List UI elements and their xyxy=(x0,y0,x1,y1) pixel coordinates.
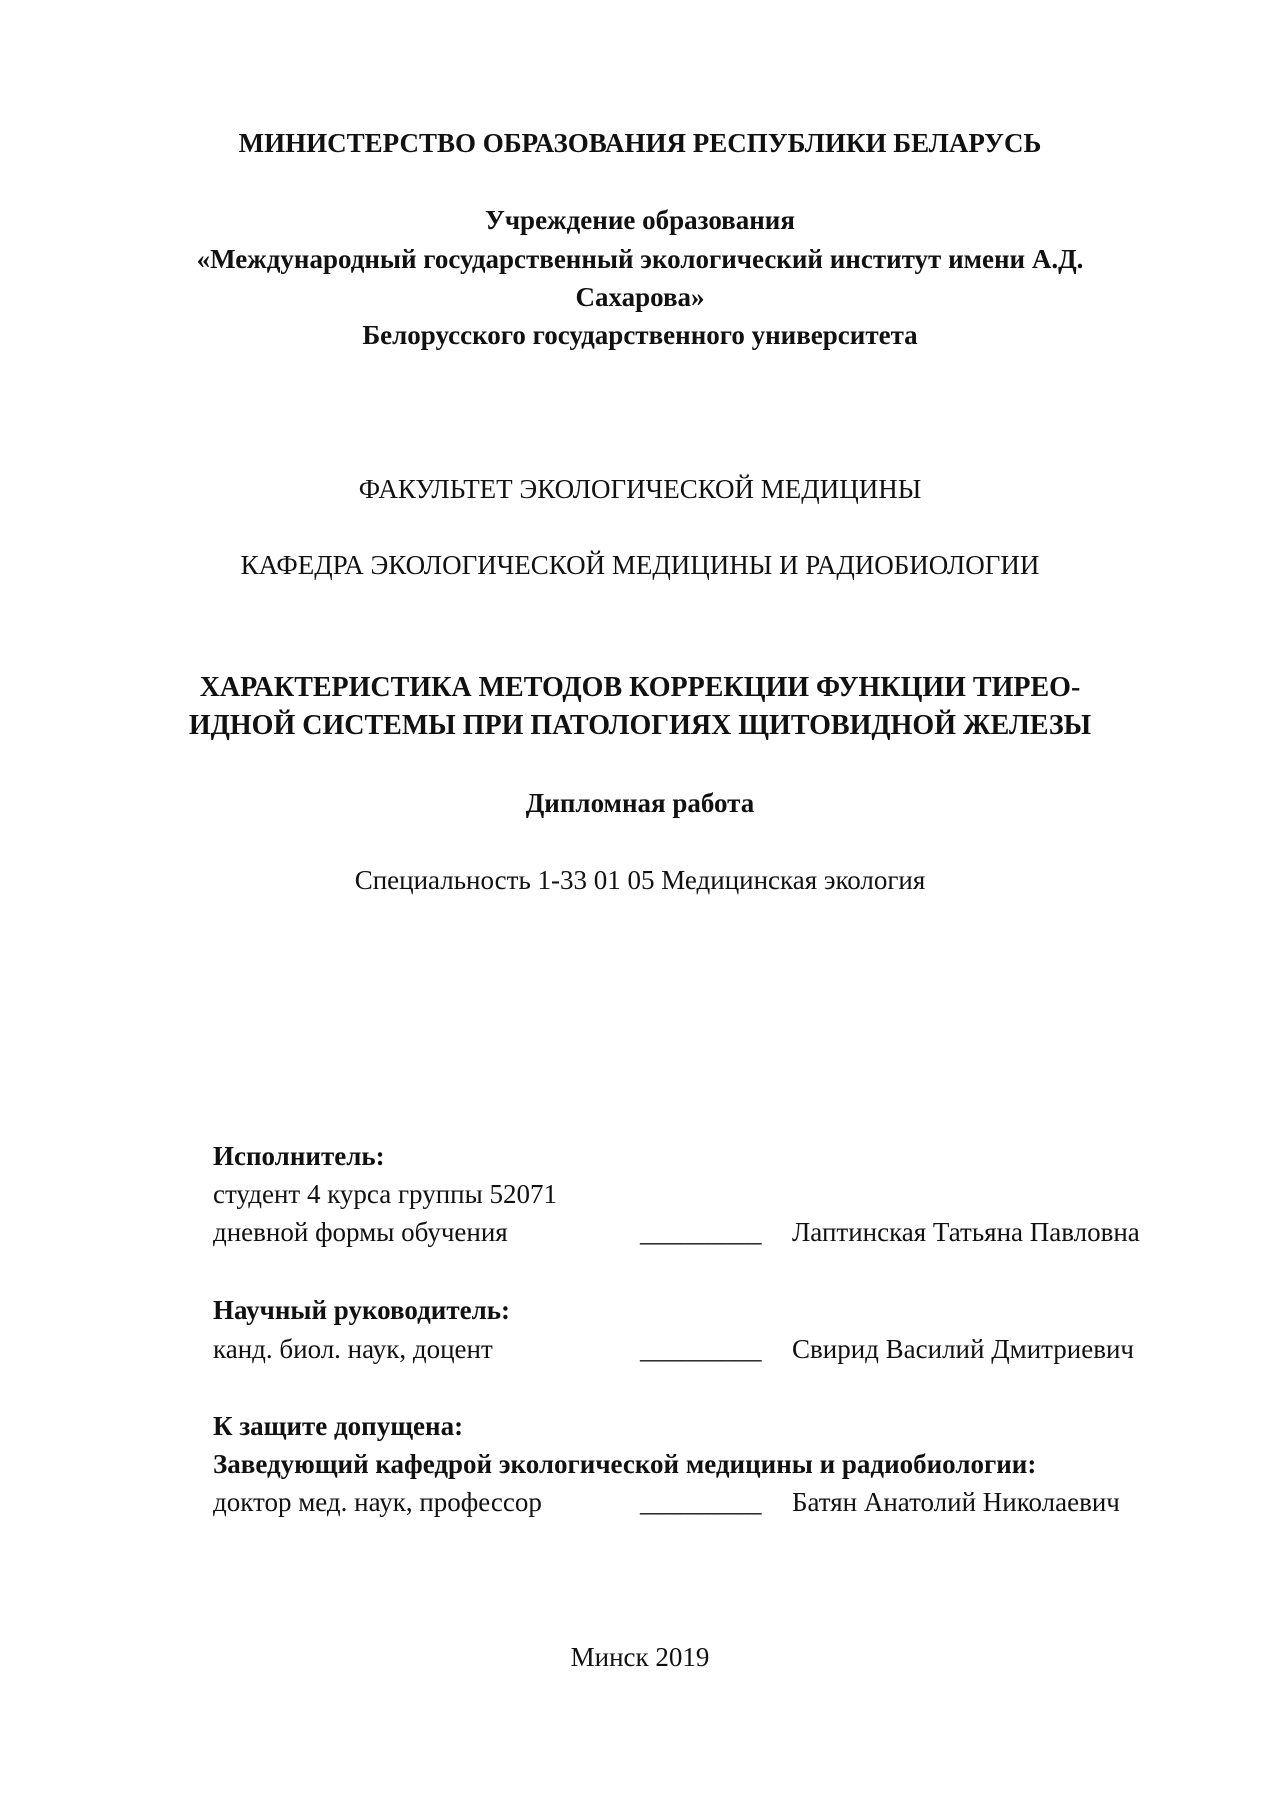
ministry-name: МИНИСТЕРСТВО ОБРАЗОВАНИЯ РЕСПУБЛИКИ БЕЛАРУСЬ xyxy=(238,128,1042,158)
faculty-name: ФАКУЛЬТЕТ ЭКОЛОГИЧЕСКОЙ МЕДИЦИНЫ xyxy=(358,474,922,504)
supervisor-signature-line: _________ xyxy=(640,1334,762,1364)
institution-type: Учреждение образования xyxy=(485,205,795,235)
executor-form: дневной формы обучения xyxy=(213,1217,508,1247)
university-name: Белорусского государственного университета xyxy=(362,320,918,350)
supervisor-name: Свирид Василий Дмитриевич xyxy=(792,1334,1134,1364)
thesis-title-line2: ИДНОЙ СИСТЕМЫ ПРИ ПАТОЛОГИЯХ ЩИТОВИДНОЙ ЖЕЛЕЗЫ xyxy=(188,710,1092,741)
executor-heading: Исполнитель: xyxy=(213,1141,385,1171)
supervisor-heading: Научный руководитель: xyxy=(213,1295,510,1325)
supervisor-degree: канд. биол. наук, доцент xyxy=(213,1334,493,1364)
institution-name-line2: Сахарова» xyxy=(575,282,705,312)
thesis-title-line1: ХАРАКТЕРИСТИКА МЕТОДОВ КОРРЕКЦИИ ФУНКЦИИ ТИРЕО- xyxy=(199,672,1081,703)
admission-heading: К защите допущена: xyxy=(213,1411,464,1441)
department-name: КАФЕДРА ЭКОЛОГИЧЕСКОЙ МЕДИЦИНЫ И РАДИОБИОЛОГИИ xyxy=(240,550,1040,580)
institution-name-line1: «Международный государственный экологический институт имени А.Д. xyxy=(196,244,1084,274)
department-head-title: Заведующий кафедрой экологической медицины и радиобиологии: xyxy=(213,1449,1037,1479)
work-type: Дипломная работа xyxy=(525,788,755,818)
executor-name: Лаптинская Татьяна Павловна xyxy=(792,1217,1140,1247)
executor-course: студент 4 курса группы 52071 xyxy=(213,1179,557,1209)
city-year: Минск 2019 xyxy=(570,1642,710,1672)
executor-signature-line: _________ xyxy=(640,1217,762,1247)
department-head-degree: доктор мед. наук, профессор xyxy=(213,1487,542,1517)
specialty: Специальность 1-33 01 05 Медицинская экология xyxy=(354,865,926,895)
department-head-signature-line: _________ xyxy=(640,1487,762,1517)
department-head-name: Батян Анатолий Николаевич xyxy=(792,1487,1120,1517)
